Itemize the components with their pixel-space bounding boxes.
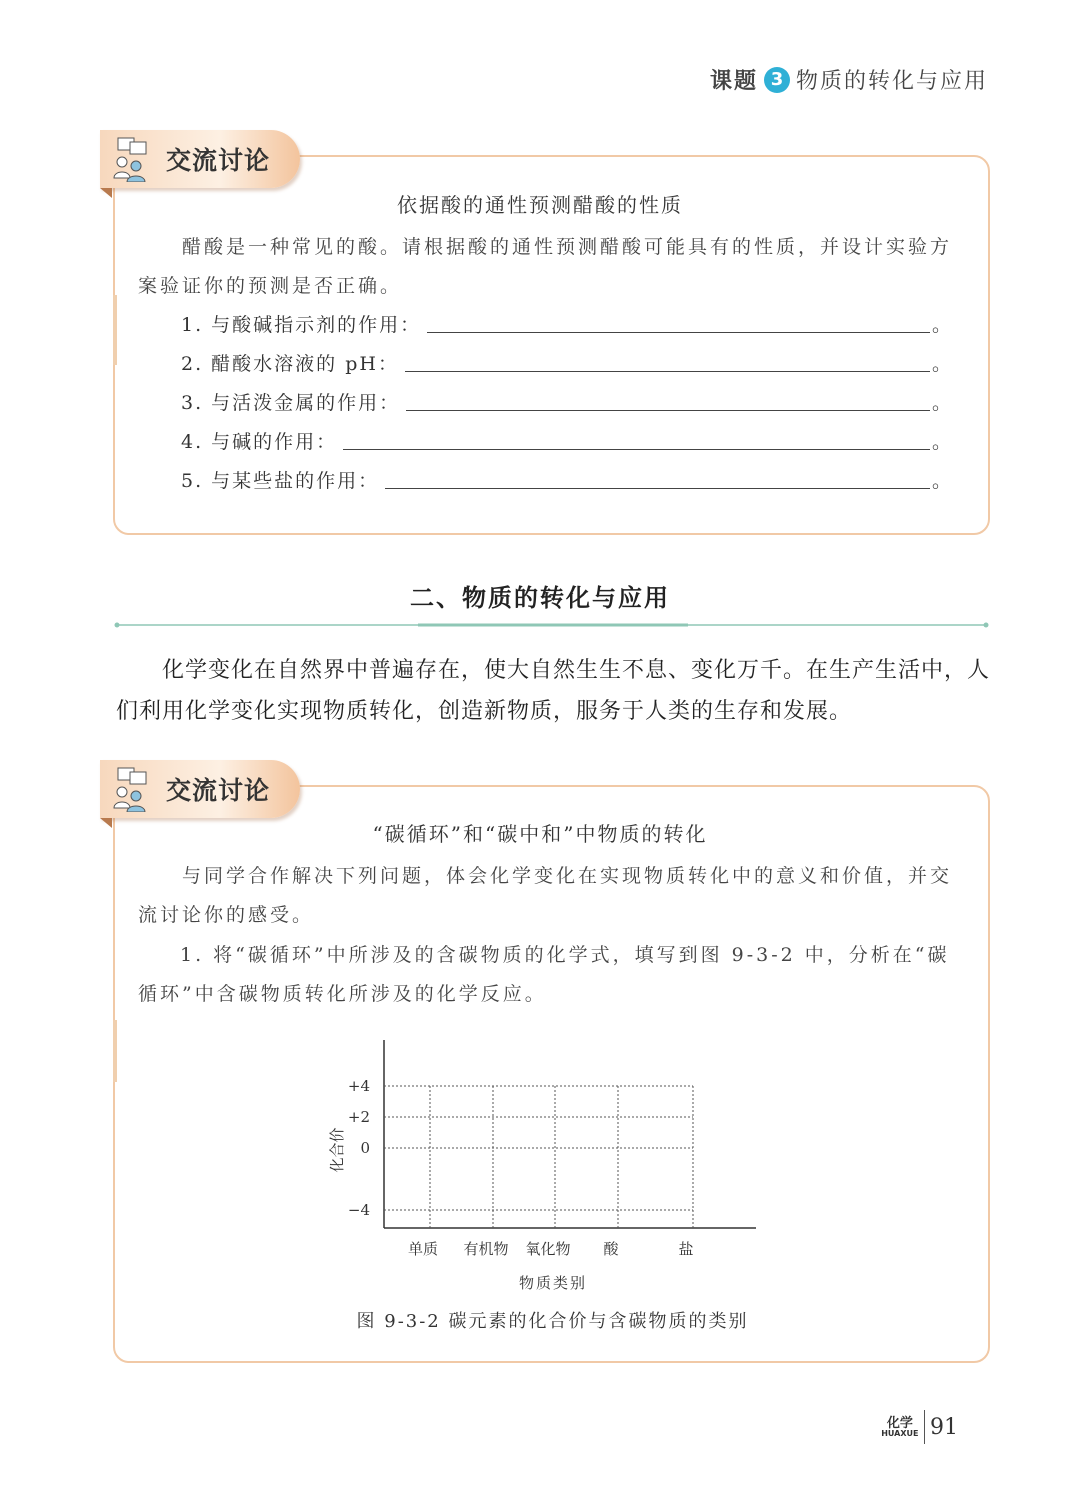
- fill-in-list: [181, 306, 953, 501]
- discussion-people-icon: [112, 136, 158, 182]
- page-footer: [881, 1410, 958, 1444]
- figure-caption: 图 9-3-2 碳元素的化合价与含碳物质的类别: [356, 1311, 749, 1332]
- subject-label: 化学: [886, 1415, 913, 1431]
- fill-in-item: [181, 345, 953, 384]
- footer-divider: [924, 1410, 926, 1444]
- y-tick-label: +4: [347, 1077, 370, 1095]
- item-label: 5. 与某些盐的作用：: [181, 470, 380, 492]
- y-axis-label: 化合价: [328, 1127, 346, 1173]
- discussion-badge-2: [100, 760, 300, 818]
- box-side-accent: [113, 295, 117, 365]
- discussion-badge-1: [100, 130, 300, 188]
- page-number: 91: [930, 1414, 958, 1440]
- discussion-badge-label: 交流讨论: [166, 776, 271, 805]
- answer-blank[interactable]: [406, 410, 930, 411]
- discussion-title-1: 依据酸的通性预测醋酸的性质: [397, 193, 683, 217]
- subject-pinyin: HUAXUE: [881, 1428, 919, 1438]
- answer-blank[interactable]: [385, 488, 930, 489]
- x-axis-label: 物质类别: [518, 1274, 588, 1292]
- period: 。: [931, 353, 953, 375]
- fill-in-item: [181, 462, 953, 501]
- answer-blank[interactable]: [343, 449, 930, 450]
- y-tick-label: 0: [360, 1139, 370, 1157]
- item-label: 4. 与碱的作用：: [181, 431, 338, 453]
- period: 。: [931, 470, 953, 492]
- item-label: 1. 与酸碱指示剂的作用：: [181, 314, 422, 336]
- fill-in-item: [181, 306, 953, 345]
- y-tick-label: +2: [347, 1108, 370, 1126]
- item-label: 3. 与活泼金属的作用：: [181, 392, 401, 414]
- x-category-label: 盐: [678, 1240, 694, 1258]
- period: 。: [931, 392, 953, 414]
- chapter-title: 物质的转化与应用: [795, 69, 988, 94]
- x-category-label: 有机物: [463, 1240, 509, 1258]
- y-tick-label: −4: [347, 1201, 370, 1219]
- chapter-header: [710, 64, 988, 95]
- discussion-title-2: “碳循环”和“碳中和”中物质的转化: [372, 822, 708, 846]
- item-label: 2. 醋酸水溶液的 pH：: [181, 353, 399, 375]
- discussion-badge-label: 交流讨论: [166, 146, 271, 175]
- x-category-label: 氧化物: [525, 1240, 571, 1258]
- box-side-accent: [113, 1020, 117, 1082]
- answer-blank[interactable]: [427, 332, 930, 333]
- period: 。: [931, 431, 953, 453]
- x-category-label: 单质: [407, 1240, 439, 1258]
- chapter-number: 3: [764, 67, 790, 93]
- period: 。: [931, 314, 953, 336]
- fill-in-item: [181, 384, 953, 423]
- discussion-people-icon: [112, 766, 158, 812]
- x-category-label: 酸: [603, 1240, 619, 1258]
- discussion-intro-1: 醋酸是一种常见的酸。请根据酸的通性预测醋酸可能具有的性质，并设计实验方案验证你的预测是否正确。: [138, 236, 953, 297]
- fill-in-item: [181, 423, 953, 462]
- question-1: 1. 将“碳循环”中所涉及的含碳物质的化学式，填写到图 9-3-2 中，分析在“碳循环”中含碳物质转化所涉及的化学反应。: [138, 944, 950, 1005]
- answer-blank[interactable]: [405, 371, 930, 372]
- valence-category-grid: [320, 1030, 780, 1300]
- section-body: 化学变化在自然界中普遍存在，使大自然生生不息、变化万千。在生产生活中，人们利用化学变化实现物质转化，创造新物质，服务于人类的生存和发展。: [116, 658, 991, 724]
- header-prefix: 课题: [709, 69, 758, 94]
- section-title: 二、物质的转化与应用: [410, 584, 670, 612]
- section-divider: [113, 619, 990, 631]
- discussion-intro-2: 与同学合作解决下列问题，体会化学变化在实现物质转化中的意义和价值，并交流讨论你的感受。: [138, 865, 953, 926]
